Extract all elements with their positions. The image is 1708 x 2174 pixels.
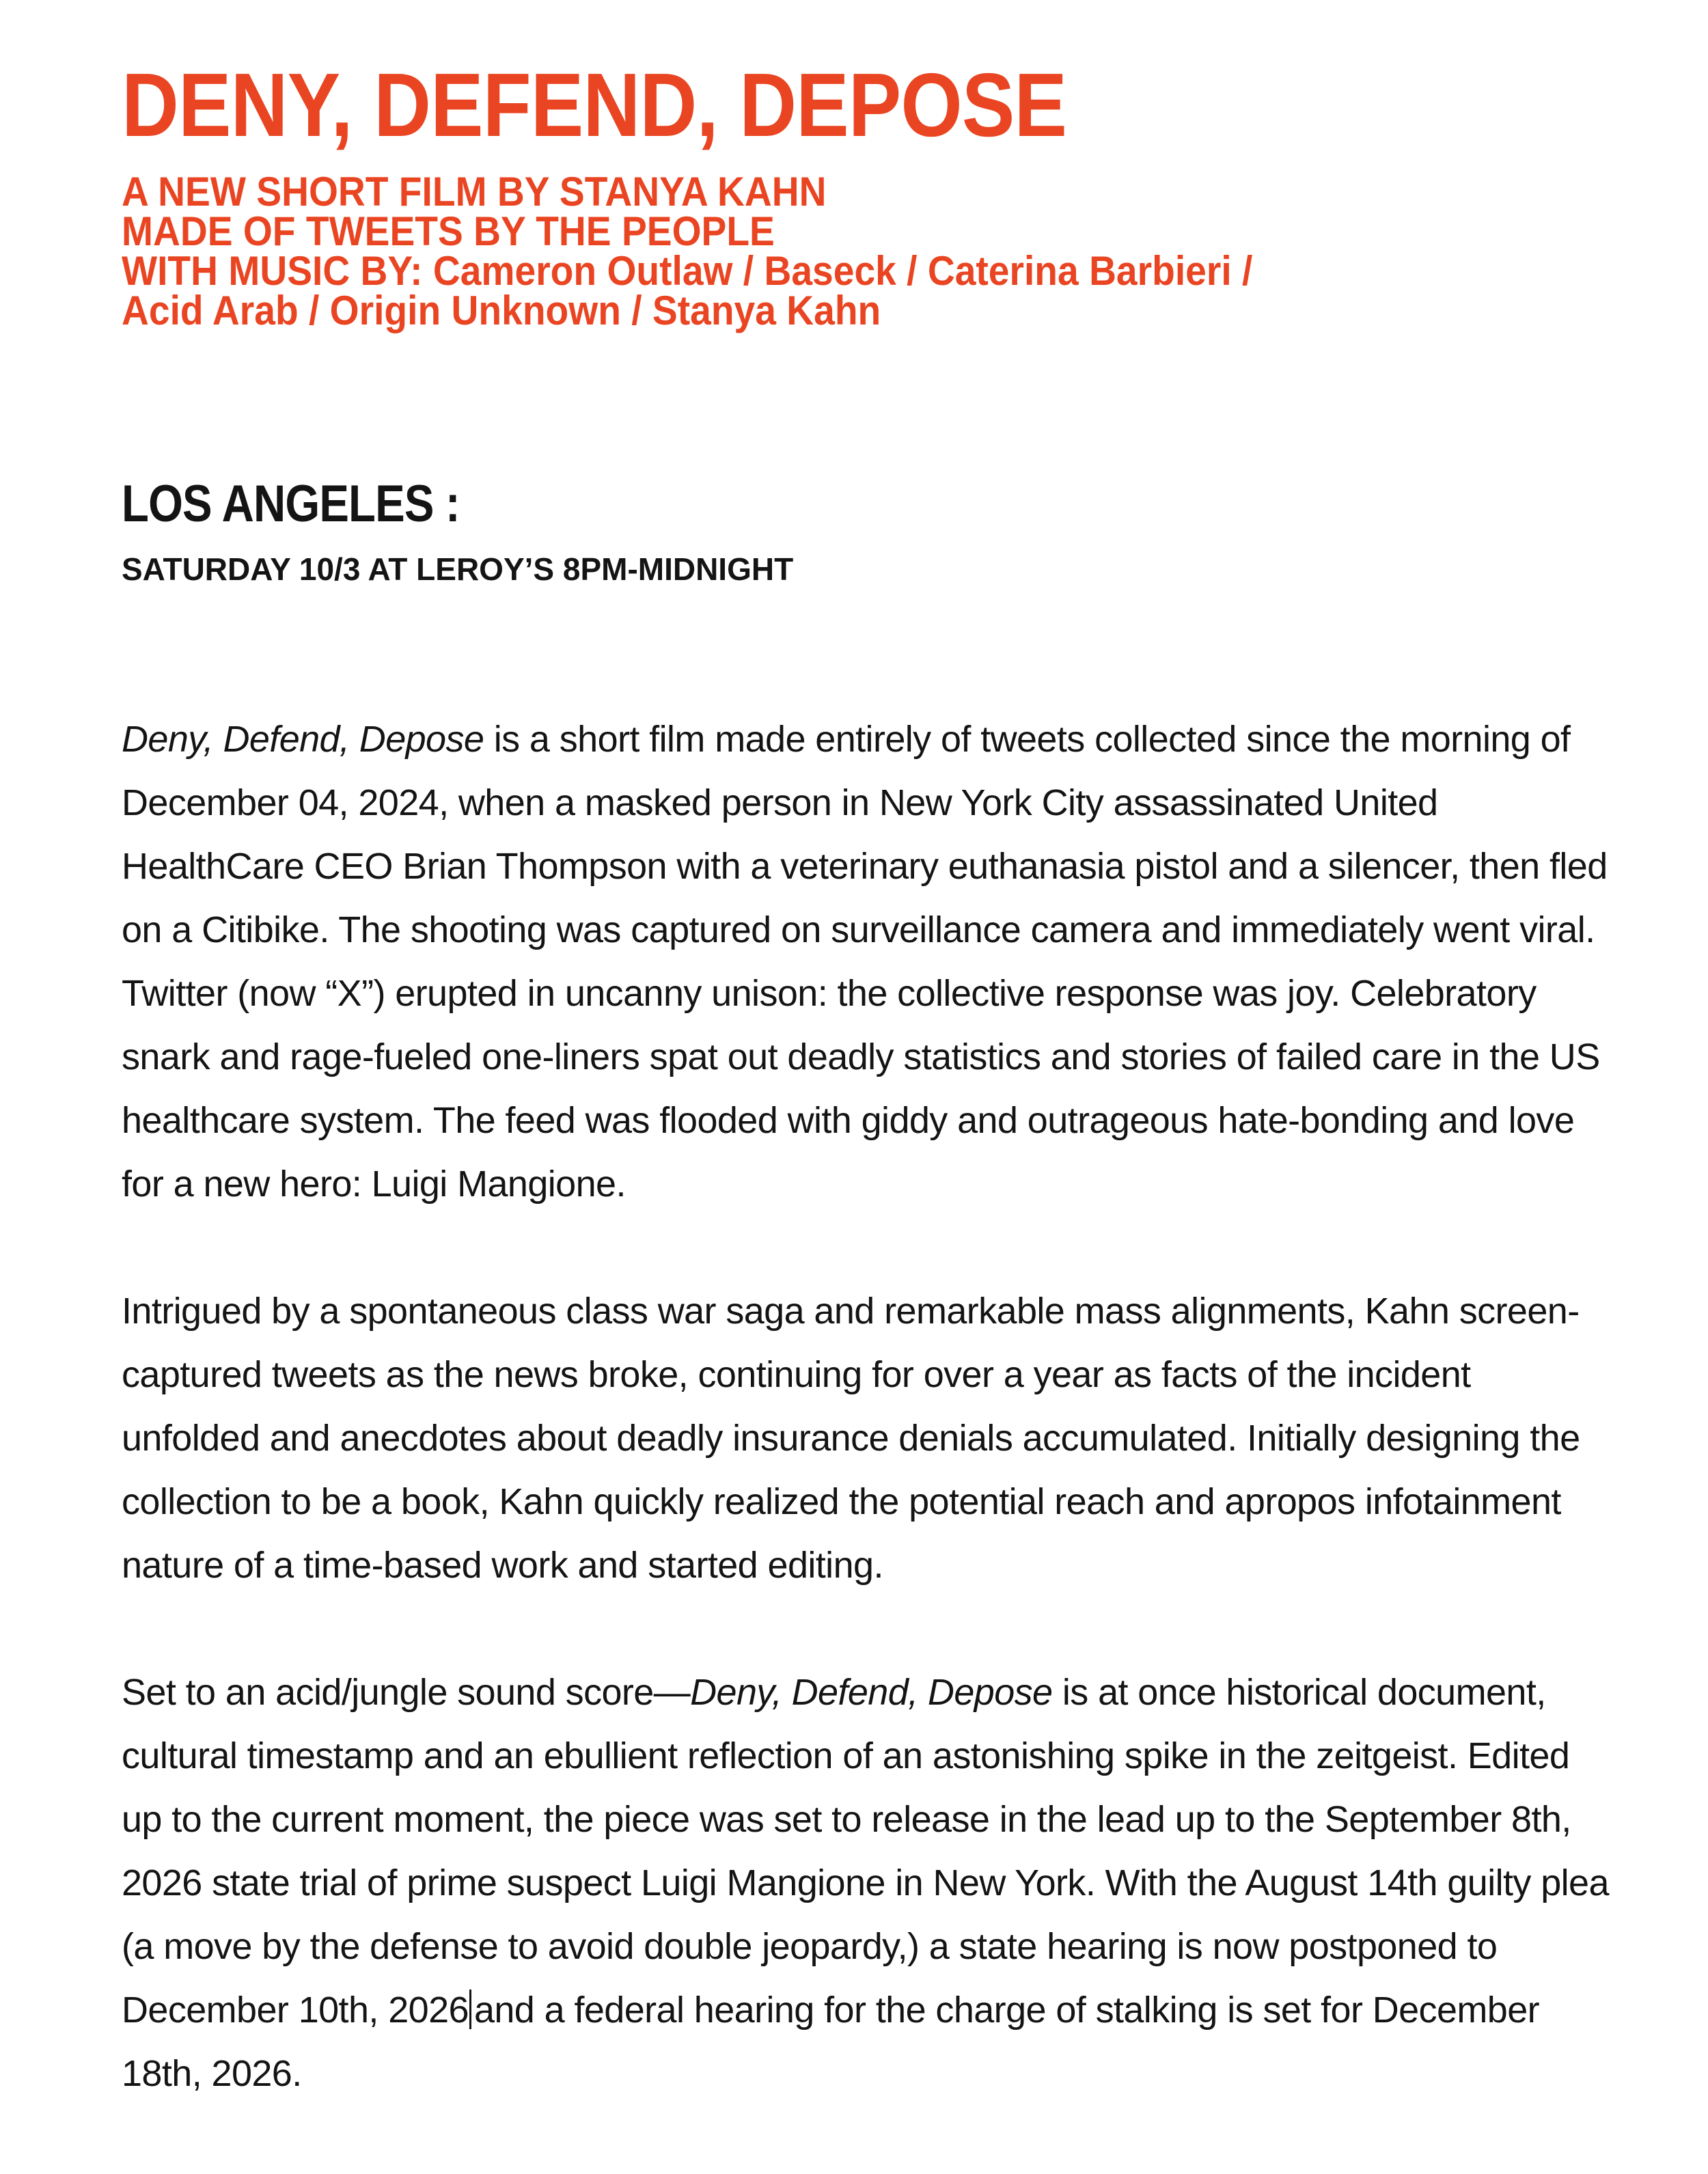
paragraph-1 bbox=[122, 708, 1618, 1216]
paragraph-3-text-b: and a federal hearing for the charge of stalking is set for December 18th, 2026. bbox=[122, 1990, 1540, 2094]
credit-line-music: WITH MUSIC BY: Cameron Outlaw / Baseck / Caterina Barbieri / bbox=[122, 248, 1253, 294]
credit-line-music-continued: Acid Arab / Origin Unknown / Stanya Kahn bbox=[122, 288, 881, 333]
text-cursor bbox=[469, 1990, 471, 2029]
credit-line-director: A NEW SHORT FILM BY STANYA KAHN bbox=[122, 169, 827, 215]
paragraph-1-text: is a short film made entirely of tweets collected since the morning of December 04, 2024, when a masked person in New York City assassinated United HealthCare CEO Brian Thompson with a veterinary euthanasia pistol and a silencer, then fled on a Citibike. The shooting was captured on surveillance camera and immediately went viral. Twitter (now “X”) erupted in uncanny unison: the collective response was joy. Celebratory snark and rage-fueled one-liners spat out deadly statistics and stories of failed care in the US healthcare system. The feed was flooded with giddy and outrageous hate-bonding and love for a new hero: Luigi Mangione. bbox=[122, 719, 1608, 1205]
credit-line-source: MADE OF TWEETS BY THE PEOPLE bbox=[122, 208, 775, 254]
screening-city: LOS ANGELES : bbox=[122, 475, 460, 533]
film-title-italic: Deny, Defend, Depose bbox=[122, 719, 484, 760]
film-title-italic: Deny, Defend, Depose bbox=[690, 1672, 1053, 1713]
paragraph-3-text-a: is at once historical document, cultural timestamp and an ebullient reflection of an astonishing spike in the zeitgeist. Edited up to the current moment, the piece was set to release in the lead up to the September 8th, 2026 state trial of prime suspect Luigi Mangione in New York. With the August 14th guilty plea (a move by the defense to avoid double jeopardy,) a state hearing is now postponed to December 10th, 2026 bbox=[122, 1672, 1609, 2031]
film-credits bbox=[122, 169, 1625, 333]
paragraph-2: Intrigued by a spontaneous class war saga and remarkable mass alignments, Kahn screen-captured tweets as the news broke, continuing for over a year as facts of the incident unfolded and anecdotes about deadly insurance denials accumulated. Initially designing the collection to be a book, Kahn quickly realized the potential reach and apropos infotainment nature of a time-based work and started editing. bbox=[122, 1291, 1580, 1586]
film-title: DENY, DEFEND, DEPOSE bbox=[122, 55, 1067, 155]
description-body bbox=[122, 708, 1618, 2169]
screening-details: SATURDAY 10/3 AT LEROY’S 8PM-MIDNIGHT bbox=[122, 551, 794, 587]
paragraph-3 bbox=[122, 1661, 1618, 2106]
paragraph-3-lead: Set to an acid/jungle sound score— bbox=[122, 1672, 691, 1713]
